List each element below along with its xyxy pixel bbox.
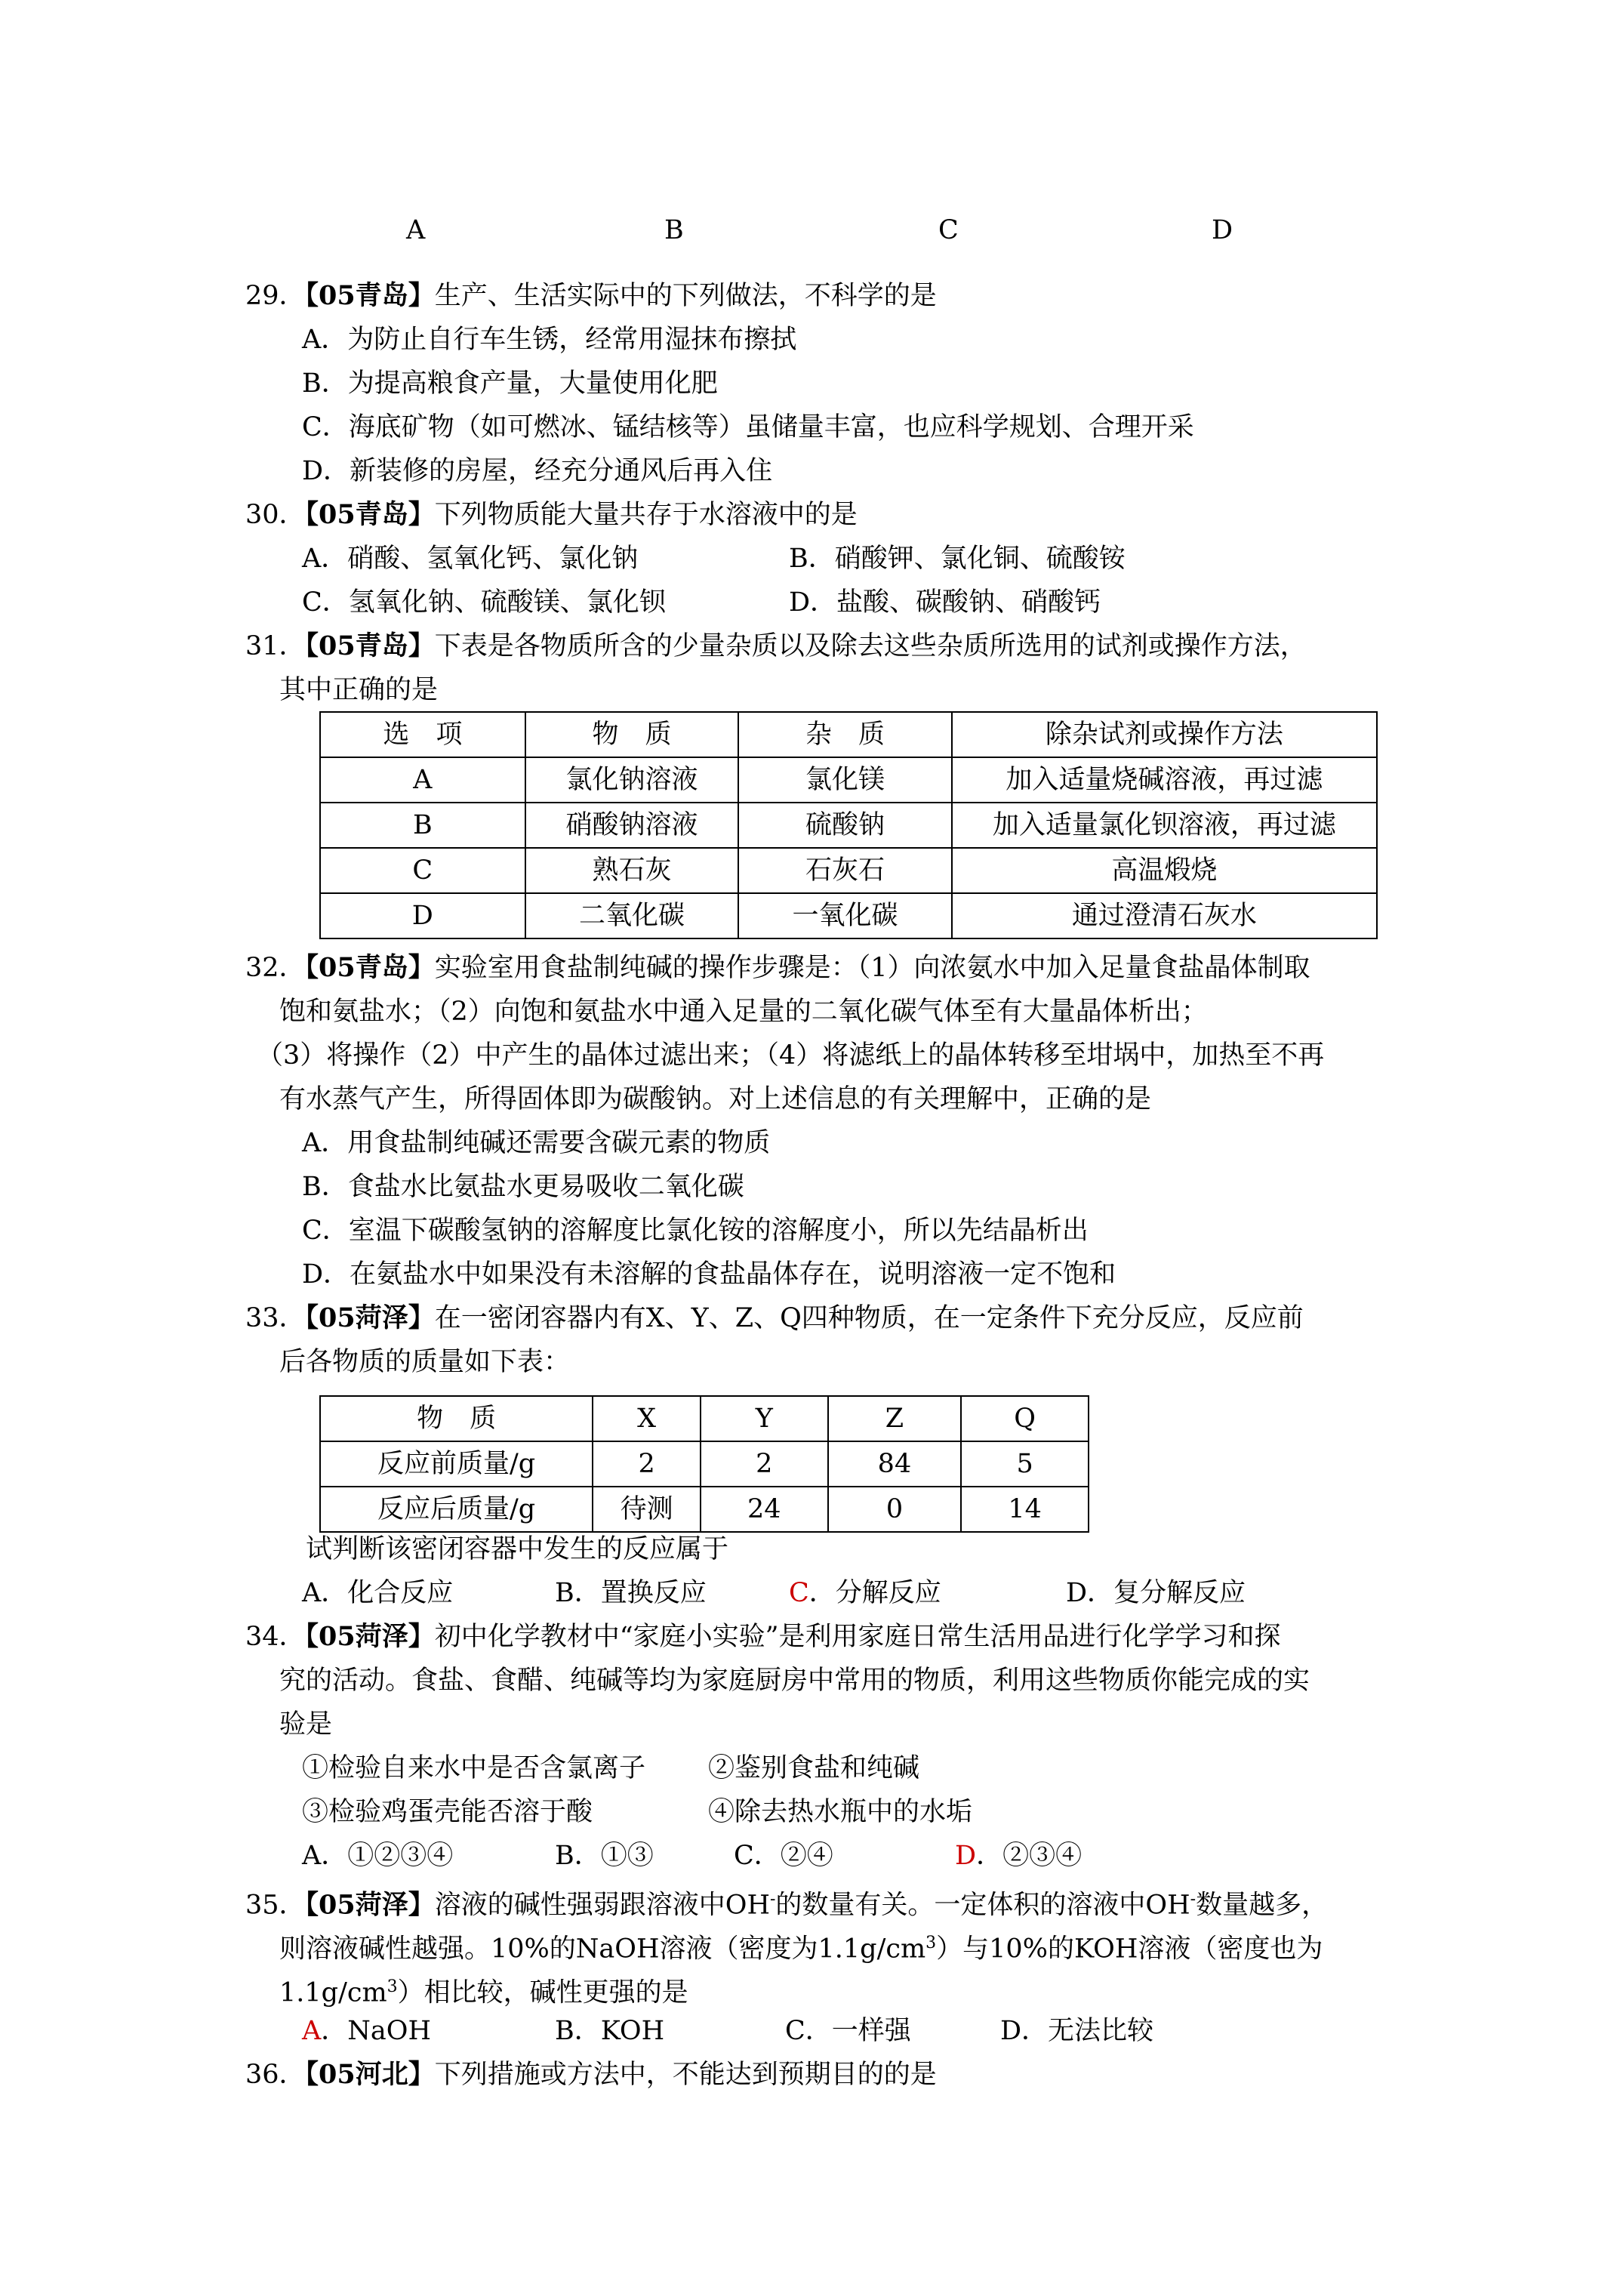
question-32-cont-2: （3）将操作（2）中产生的晶体过滤出来；（4）将滤纸上的晶体转移至坩埚中，加热至不再 [257, 1040, 1325, 1071]
question-29: 29．【05青岛】生产、生活实际中的下列做法，不科学的是 [245, 280, 937, 311]
q30-option-d: D．盐酸、碳酸钠、硝酸钙 [789, 587, 1101, 618]
question-33: 33．【05菏泽】在一密闭容器内有X、Y、Z、Q四种物质，在一定条件下充分反应，反应前 [245, 1302, 1304, 1333]
table-header-cell: 物 质 [525, 712, 739, 757]
q34-item-4: ④除去热水瓶中的水垢 [708, 1797, 973, 1827]
question-31-cont: 其中正确的是 [279, 675, 439, 705]
table-cell: C [320, 848, 525, 893]
table-cell: 0 [828, 1487, 962, 1532]
answer-mark: D [955, 1841, 977, 1871]
table-header-cell: 物 质 [320, 1396, 593, 1441]
question-35-cont-1: 则溶液碱性越强。10%的NaOH溶液（密度为$1.1g/cm^3$）与10%的KOH溶液（密度也为 [279, 1934, 1323, 1965]
table-cell: D [320, 893, 525, 938]
table-cell: 反应前质量/g [320, 1441, 593, 1487]
table-cell: 一氧化碳 [738, 893, 952, 938]
q30-option-a: A．硝酸、氢氧化钙、氯化钠 [302, 544, 639, 574]
table-cell: 5 [961, 1441, 1089, 1487]
question-32-cont-1: 饱和氨盐水；（2）向饱和氨盐水中通入足量的二氧化碳气体至有大量晶体析出； [279, 997, 1208, 1027]
q34-option-b: B．①③ [555, 1841, 654, 1871]
q32-option-b: B．食盐水比氨盐水更易吸收二氧化碳 [302, 1172, 744, 1202]
table-cell: 2 [593, 1441, 701, 1487]
question-35-cont-2: $1.1g/cm^3$）相比较，碱性更强的是 [279, 1977, 688, 2008]
q32-option-d: D．在氨盐水中如果没有未溶解的食盐晶体存在，说明溶液一定不饱和 [302, 1259, 1116, 1290]
q29-option-a: A．为防止自行车生锈，经常用湿抹布擦拭 [302, 325, 797, 355]
q33-prompt: 试判断该密闭容器中发生的反应属于 [306, 1534, 729, 1564]
q33-option-d: D．复分解反应 [1066, 1578, 1246, 1608]
q30-option-b: B．硝酸钾、氯化铜、硫酸铵 [789, 544, 1126, 574]
table-cell: 二氧化碳 [525, 893, 739, 938]
figure-label-d: D [1212, 215, 1233, 245]
table-cell: 14 [961, 1487, 1089, 1532]
question-34: 34．【05菏泽】初中化学教材中“家庭小实验”是利用家庭日常生活用品进行化学学习和探 [245, 1621, 1281, 1652]
question-34-cont-2: 验是 [279, 1709, 333, 1740]
question-32: 32．【05青岛】实验室用食盐制纯碱的操作步骤是：（1）向浓氨水中加入足量食盐晶体制取 [245, 952, 1310, 983]
table-cell: 石灰石 [738, 848, 952, 893]
question-35: 35．【05菏泽】溶液的碱性强弱跟溶液中OH-的数量有关。一定体积的溶液中OH-数量越多， [245, 1889, 1329, 1921]
table-row [320, 1441, 1089, 1487]
table-cell: 硫酸钠 [738, 803, 952, 848]
question-30: 30．【05青岛】下列物质能大量共存于水溶液中的是 [245, 499, 858, 530]
table-row [320, 757, 1377, 803]
table-header-cell: 选 项 [320, 712, 525, 757]
q34-option-d: D．②③④ [955, 1841, 1083, 1871]
q35-option-a: A．NaOH [302, 2016, 431, 2046]
q30-option-c: C．氢氧化钠、硫酸镁、氯化钡 [302, 587, 666, 618]
question-36: 36．【05河北】下列措施或方法中，不能达到预期目的的是 [245, 2059, 937, 2090]
table-header-cell: Y [701, 1396, 828, 1441]
table-row [320, 848, 1377, 893]
q34-option-c: C．②④ [734, 1841, 833, 1871]
table-cell: 加入适量氯化钡溶液，再过滤 [952, 803, 1377, 848]
figure-label-b: B [664, 215, 684, 245]
table-cell: B [320, 803, 525, 848]
q35-option-c: C．一样强 [785, 2016, 911, 2046]
q32-option-c: C．室温下碳酸氢钠的溶解度比氯化铵的溶解度小，所以先结晶析出 [302, 1216, 1089, 1246]
table-cell: 高温煅烧 [952, 848, 1377, 893]
q34-option-a: A．①②③④ [302, 1841, 454, 1871]
q35-option-d: D．无法比较 [1000, 2016, 1154, 2046]
q34-item-2: ②鉴别食盐和纯碱 [708, 1753, 920, 1783]
figure-label-c: C [938, 215, 959, 245]
table-cell: 2 [701, 1441, 828, 1487]
q29-option-b: B．为提高粮食产量，大量使用化肥 [302, 368, 718, 399]
table-cell: 反应后质量/g [320, 1487, 593, 1532]
table-cell: 氯化镁 [738, 757, 952, 803]
table-cell: 待测 [593, 1487, 701, 1532]
q33-table [319, 1395, 1089, 1533]
table-cell: 通过澄清石灰水 [952, 893, 1377, 938]
table-cell: 熟石灰 [525, 848, 739, 893]
table-cell: 氯化钠溶液 [525, 757, 739, 803]
table-header-row [320, 1396, 1089, 1441]
q34-item-3: ③检验鸡蛋壳能否溶于酸 [302, 1797, 593, 1827]
table-header-cell: Z [828, 1396, 962, 1441]
table-header-row [320, 712, 1377, 757]
q34-item-1: ①检验自来水中是否含氯离子 [302, 1753, 646, 1783]
table-row [320, 893, 1377, 938]
q33-option-b: B．置换反应 [555, 1578, 707, 1608]
q33-option-a: A．化合反应 [302, 1578, 454, 1608]
table-header-cell: 除杂试剂或操作方法 [952, 712, 1377, 757]
answer-mark: C [789, 1578, 809, 1608]
table-header-cell: 杂 质 [738, 712, 952, 757]
q29-option-d: D．新装修的房屋，经充分通风后再入住 [302, 456, 773, 486]
table-header-cell: Q [961, 1396, 1089, 1441]
q31-table [319, 711, 1378, 939]
table-header-cell: X [593, 1396, 701, 1441]
q33-option-c: C．分解反应 [789, 1578, 941, 1608]
question-31: 31．【05青岛】下表是各物质所含的少量杂质以及除去这些杂质所选用的试剂或操作方法， [245, 630, 1307, 661]
question-34-cont-1: 究的活动。食盐、食醋、纯碱等均为家庭厨房中常用的物质，利用这些物质你能完成的实 [279, 1666, 1310, 1696]
question-32-cont-3: 有水蒸气产生，所得固体即为碳酸钠。对上述信息的有关理解中，正确的是 [279, 1084, 1152, 1114]
table-row [320, 803, 1377, 848]
answer-mark: A [302, 2016, 322, 2046]
figure-label-a: A [406, 215, 426, 245]
table-cell: 加入适量烧碱溶液，再过滤 [952, 757, 1377, 803]
question-33-cont: 后各物质的质量如下表： [279, 1347, 571, 1377]
table-cell: 84 [828, 1441, 962, 1487]
q32-option-a: A．用食盐制纯碱还需要含碳元素的物质 [302, 1128, 771, 1158]
q35-option-b: B．KOH [555, 2016, 665, 2046]
table-cell: 24 [701, 1487, 828, 1532]
q29-option-c: C．海底矿物（如可燃冰、锰结核等）虽储量丰富，也应科学规划、合理开采 [302, 412, 1194, 442]
table-cell: A [320, 757, 525, 803]
table-cell: 硝酸钠溶液 [525, 803, 739, 848]
table-row [320, 1487, 1089, 1532]
